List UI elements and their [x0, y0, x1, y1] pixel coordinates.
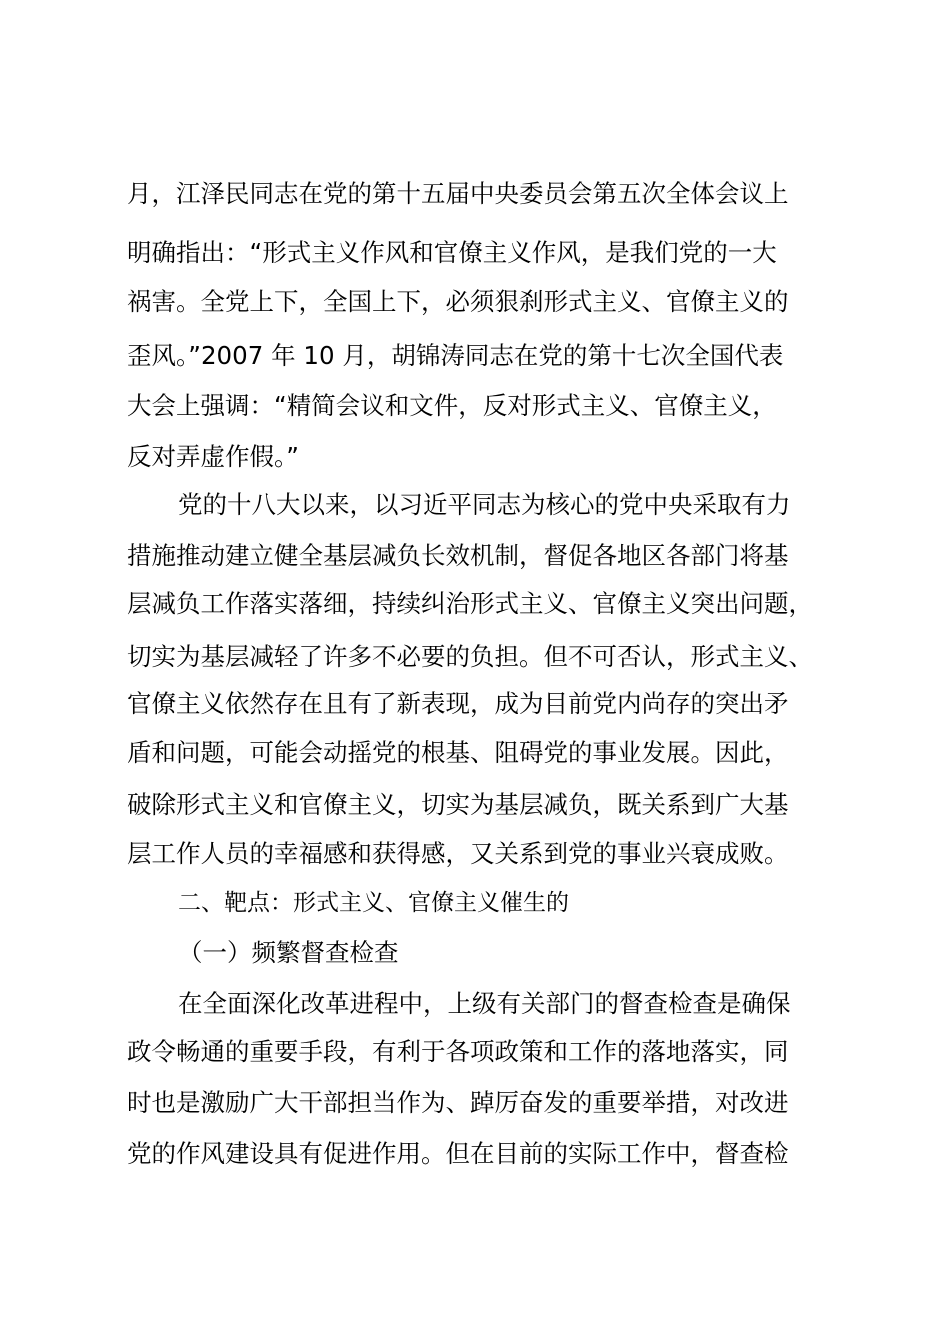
- text-line: 时也是激励广大干部担当作为、踔厉奋发的重要举措，对改进: [127, 1088, 789, 1117]
- text-line: 歪风。”2007 年 10 月，胡锦涛同志在党的第十七次全国代表: [127, 341, 784, 370]
- subsection-heading: （一）频繁督查检查: [178, 938, 399, 967]
- text-line: 明确指出：“形式主义作风和官僚主义作风，是我们党的一大: [127, 238, 777, 267]
- text-line: 祸害。全党上下，全国上下，必须狠刹形式主义、官僚主义的: [127, 287, 789, 316]
- text-line: 层减负工作落实落细，持续纠治形式主义、官僚主义突出问题，: [127, 589, 813, 618]
- text-line: 盾和问题，可能会动摇党的根基、阻碍党的事业发展。因此，: [127, 738, 789, 767]
- paragraph-first-line: 在全面深化改革进程中，上级有关部门的督查检查是确保: [178, 989, 791, 1018]
- text-line: 党的作风建设具有促进作用。但在目前的实际工作中，督查检: [127, 1139, 789, 1168]
- section-heading: 二、靶点：形式主义、官僚主义催生的: [178, 890, 569, 916]
- text-line: 层工作人员的幸福感和获得感，又关系到党的事业兴衰成败。: [127, 839, 789, 868]
- text-line: 政令畅通的重要手段，有利于各项政策和工作的落地落实，同: [127, 1037, 789, 1066]
- text-line: 反对弄虚作假。”: [127, 442, 299, 471]
- text-line: 官僚主义依然存在且有了新表现，成为目前党内尚存的突出矛: [127, 689, 789, 718]
- text-line: 大会上强调：“精简会议和文件，反对形式主义、官僚主义，: [127, 391, 777, 420]
- paragraph-first-line: 党的十八大以来，以习近平同志为核心的党中央采取有力: [178, 490, 791, 519]
- text-line: 月，江泽民同志在党的第十五届中央委员会第五次全体会议上: [127, 179, 789, 208]
- text-line: 措施推动建立健全基层减负长效机制，督促各地区各部门将基: [127, 541, 789, 570]
- text-line: 破除形式主义和官僚主义，切实为基层减负，既关系到广大基: [127, 790, 789, 819]
- text-line: 切实为基层减轻了许多不必要的负担。但不可否认，形式主义、: [127, 642, 813, 671]
